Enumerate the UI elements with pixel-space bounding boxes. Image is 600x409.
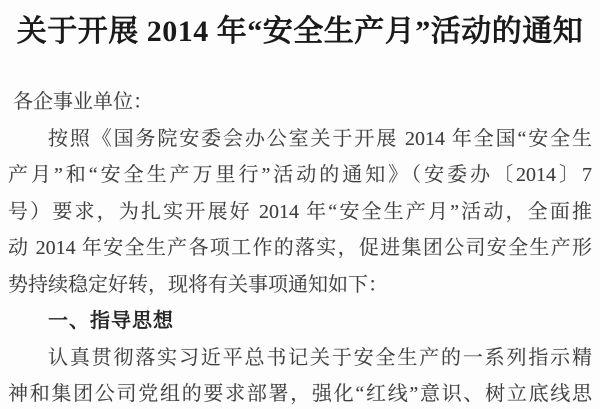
paragraph1-line-1: 按照《国务院安委会办公室关于开展 2014 年全国“安全生 (48, 127, 592, 150)
document-title: 关于开展 2014 年“安全生产月”活动的通知 (16, 15, 584, 48)
section1-heading: 一、指导思想 (48, 310, 174, 332)
document-body (8, 84, 592, 409)
paragraph1-line-2: 产月”和“安全生产万里行”活动的通知》（安委办〔2014〕7 (8, 164, 592, 186)
paragraph1-line-4: 动 2014 年安全生产各项工作的落实，促进集团公司安全生产形 (8, 237, 592, 259)
paragraph1-line-3: 号）要求，为扎实开展好 2014 年“安全生产月”活动，全面推 (8, 200, 592, 223)
paragraph2-line-2: 神和集团公司党组的要求部署，强化“红线”意识、树立底线思 (8, 383, 592, 405)
paragraph2-line-1: 认真贯彻落实习近平总书记关于安全生产的一系列指示精 (48, 346, 592, 369)
paragraph1-line-5: 势持续稳定好转，现将有关事项通知如下： (8, 273, 388, 296)
salutation: 各企事业单位： (13, 91, 153, 113)
